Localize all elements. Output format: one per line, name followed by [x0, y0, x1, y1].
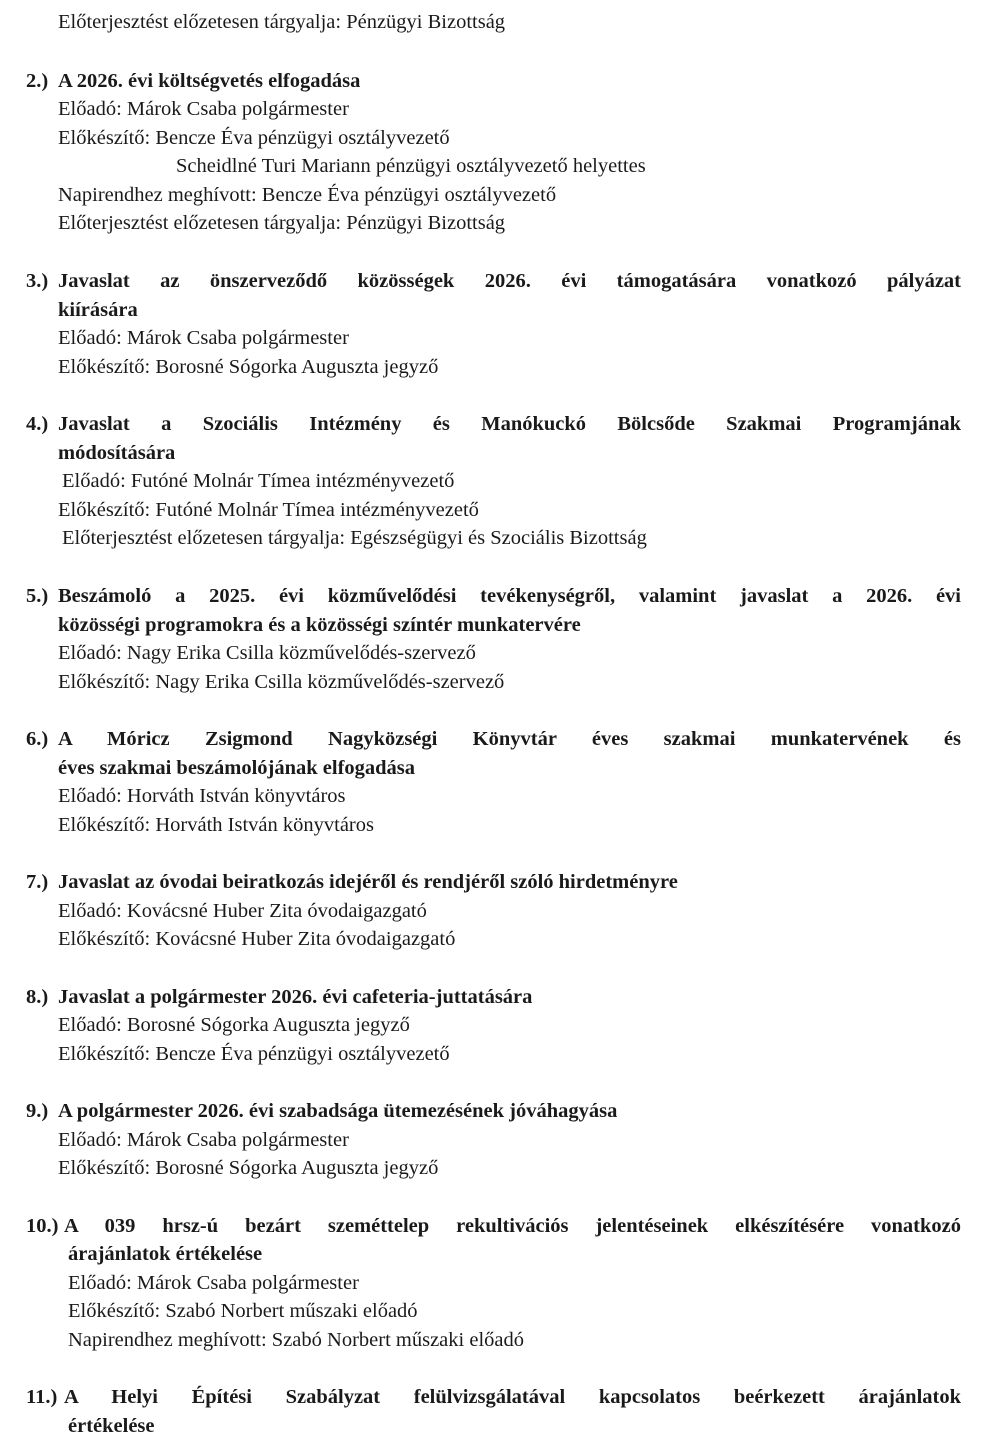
- presenter-line: Előadó: Borosné Sógorka Auguszta jegyző: [58, 1014, 410, 1036]
- agenda-item-10-title: [26, 1212, 961, 1240]
- preparer-line: Előkészítő: Borosné Sógorka Auguszta jegyző: [58, 356, 439, 378]
- agenda-item-7-title: [26, 868, 961, 896]
- item-title: A polgármester 2026. évi szabadsága ütemezésének jóváhagyása: [58, 1100, 618, 1122]
- presenter-line: Előadó: Márok Csaba polgármester: [58, 1129, 349, 1151]
- item-title: A 039 hrsz-ú bezárt szeméttelep rekultivációs jelentéseinek elkészítésére vonatkozó: [64, 1215, 961, 1237]
- presenter-line: Előadó: Márok Csaba polgármester: [58, 327, 349, 349]
- preparer-line: Előkészítő: Nagy Erika Csilla közművelődés-szervező: [58, 671, 505, 693]
- preparer-line: Előkészítő: Borosné Sógorka Auguszta jegyző: [58, 1157, 439, 1179]
- item-number: 8.): [26, 986, 49, 1008]
- committee-line: Előterjesztést előzetesen tárgyalja: Egészségügyi és Szociális Bizottság: [62, 527, 647, 549]
- presenter-line: Előadó: Horváth István könyvtáros: [58, 785, 346, 807]
- item-title: A Helyi Építési Szabályzat felülvizsgálatával kapcsolatos beérkezett árajánlatok: [64, 1386, 961, 1408]
- item-title: Javaslat az óvodai beiratkozás idejéről és rendjéről szóló hirdetményre: [58, 871, 678, 893]
- item-title-continuation: értékelése: [68, 1415, 155, 1437]
- preparer-line: Előkészítő: Kovácsné Huber Zita óvodaigazgató: [58, 928, 456, 950]
- item-title-continuation: éves szakmai beszámolójának elfogadása: [58, 757, 416, 779]
- intro-committee-line: Előterjesztést előzetesen tárgyalja: Pénzügyi Bizottság: [58, 11, 506, 33]
- item-number: 2.): [26, 70, 49, 92]
- presenter-line: Előadó: Nagy Erika Csilla közművelődés-szervező: [58, 642, 476, 664]
- item-number: 4.): [26, 413, 49, 435]
- agenda-item-9-title: [26, 1097, 961, 1125]
- item-title: A Móricz Zsigmond Nagyközségi Könyvtár éves szakmai munkatervének és: [58, 728, 961, 750]
- agenda-item-5-title: [26, 582, 961, 610]
- item-number: 9.): [26, 1100, 49, 1122]
- item-number: 10.): [26, 1215, 59, 1237]
- agenda-item-6-title: [26, 725, 961, 753]
- item-number: 6.): [26, 728, 49, 750]
- item-number: 3.): [26, 270, 49, 292]
- item-number: 11.): [26, 1386, 58, 1408]
- invited-line: Napirendhez meghívott: Szabó Norbert műszaki előadó: [68, 1329, 524, 1351]
- item-number: 7.): [26, 871, 49, 893]
- presenter-line: Előadó: Márok Csaba polgármester: [58, 98, 349, 120]
- preparer-line: Előkészítő: Szabó Norbert műszaki előadó: [68, 1300, 418, 1322]
- preparer-line-2: Scheidlné Turi Mariann pénzügyi osztályvezető helyettes: [176, 155, 646, 177]
- presenter-line: Előadó: Márok Csaba polgármester: [68, 1272, 359, 1294]
- presenter-line: Előadó: Kovácsné Huber Zita óvodaigazgató: [58, 900, 427, 922]
- item-title: Javaslat a polgármester 2026. évi cafeteria-juttatására: [58, 986, 533, 1008]
- item-number: 5.): [26, 585, 49, 607]
- item-title-continuation: kiírására: [58, 299, 138, 321]
- item-title: Javaslat az önszerveződő közösségek 2026. évi támogatására vonatkozó pályázat: [58, 270, 961, 292]
- preparer-line: Előkészítő: Futóné Molnár Tímea intézményvezető: [58, 499, 479, 521]
- preparer-line: Előkészítő: Bencze Éva pénzügyi osztályvezető: [58, 127, 450, 149]
- agenda-item-3-title: [26, 267, 961, 295]
- agenda-item-4-title: [26, 410, 961, 438]
- agenda-item-8-title: [26, 983, 961, 1011]
- item-title-continuation: árajánlatok értékelése: [68, 1243, 263, 1265]
- preparer-line: Előkészítő: Horváth István könyvtáros: [58, 814, 374, 836]
- presenter-line: Előadó: Futóné Molnár Tímea intézményvezető: [62, 470, 455, 492]
- invited-line: Napirendhez meghívott: Bencze Éva pénzügyi osztályvezető: [58, 184, 557, 206]
- item-title: A 2026. évi költségvetés elfogadása: [58, 70, 361, 92]
- item-title-continuation: közösségi programokra és a közösségi színtér munkatervére: [58, 614, 581, 636]
- item-title-continuation: módosítására: [58, 442, 176, 464]
- item-title: Javaslat a Szociális Intézmény és Manókuckó Bölcsőde Szakmai Programjának: [58, 413, 961, 435]
- item-title: Beszámoló a 2025. évi közművelődési tevékenységről, valamint javaslat a 2026. évi: [58, 585, 961, 607]
- agenda-item-11-title: [26, 1383, 961, 1411]
- agenda-item-2-title: [26, 67, 961, 95]
- preparer-line: Előkészítő: Bencze Éva pénzügyi osztályvezető: [58, 1043, 450, 1065]
- committee-line: Előterjesztést előzetesen tárgyalja: Pénzügyi Bizottság: [58, 212, 506, 234]
